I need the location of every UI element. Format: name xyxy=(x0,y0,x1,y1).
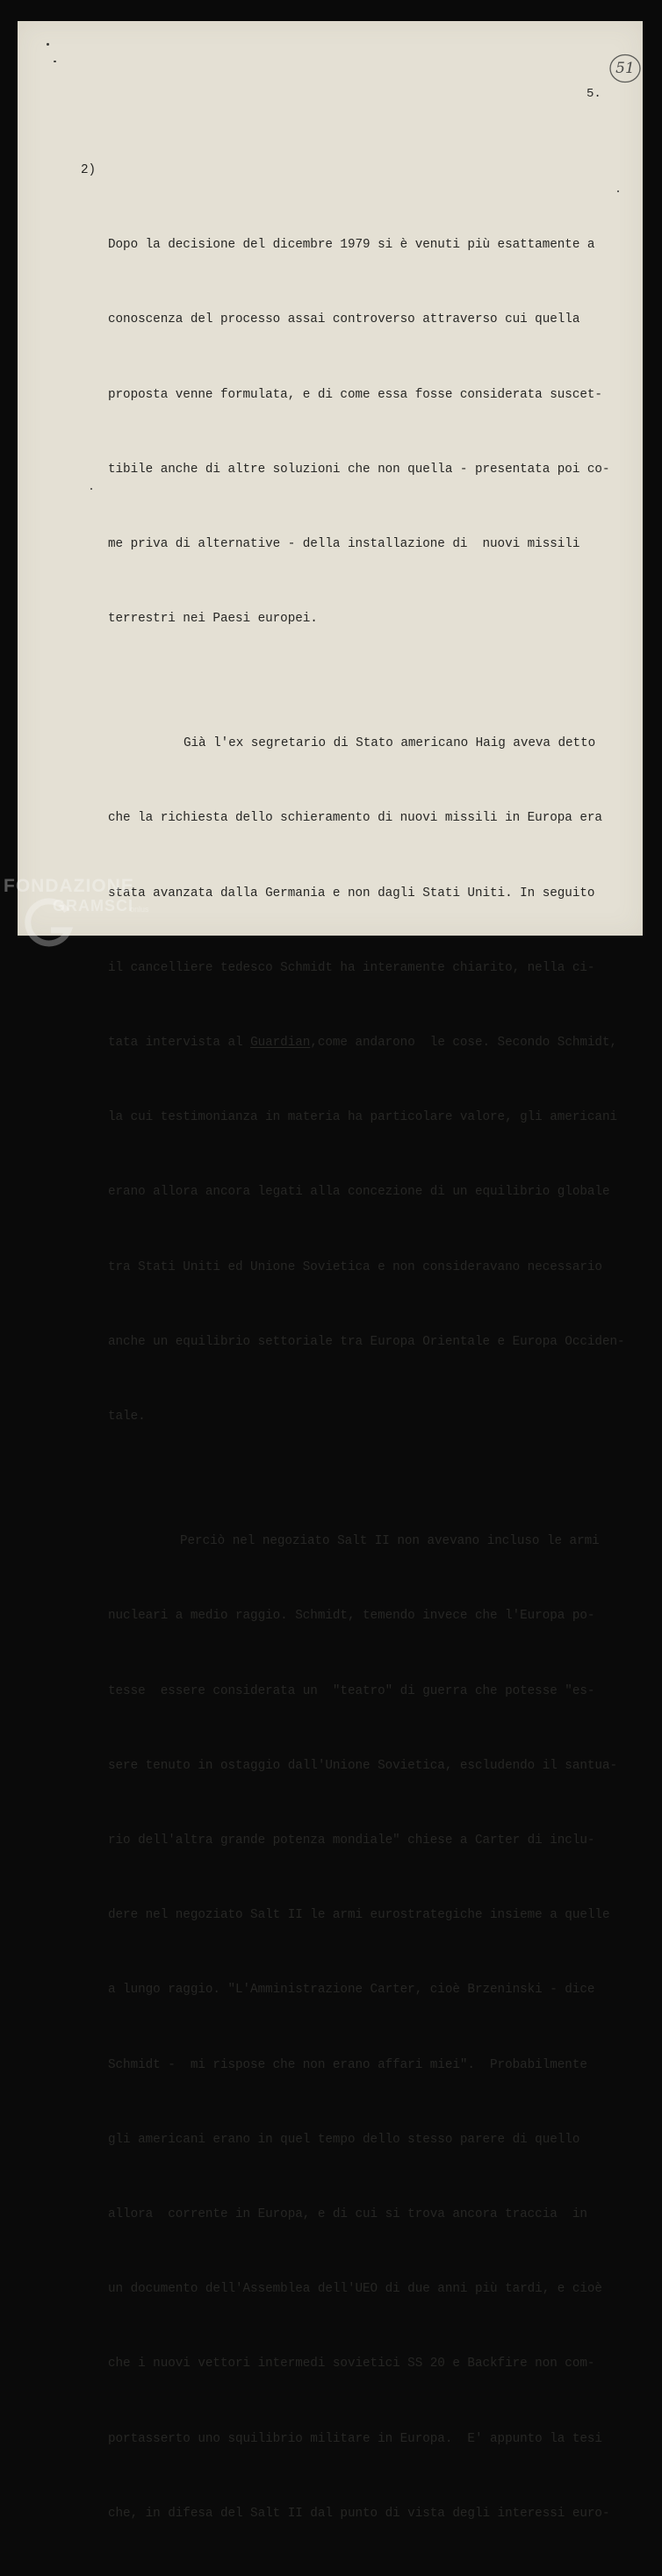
text-line: il cancelliere tedesco Schmidt ha interamente chiarito, nella ci- xyxy=(108,960,595,975)
text-fragment: ,come andarono le cose. Secondo Schmidt, xyxy=(310,1036,618,1051)
text-line: sere tenuto in ostaggio dall'Unione Sovietica, escludendo il santua- xyxy=(108,1758,618,1773)
guardian-citation: Guardian xyxy=(250,1036,311,1051)
text-line: Schmidt - mi rispose che non erano affari miei". Probabilmente xyxy=(108,2057,587,2072)
watermark-line1: FONDAZIONE xyxy=(4,876,134,896)
watermark-line3: onlus xyxy=(130,905,149,914)
text-line-guardian xyxy=(108,1030,625,1055)
page-number: 5. xyxy=(586,87,601,101)
watermark-line2: GRAMSCI xyxy=(53,897,133,915)
text-fragment: tata intervista al xyxy=(108,1036,251,1051)
text-line: che, in difesa del Salt II dal punto di vista degli interessi euro- xyxy=(108,2506,610,2521)
text-line: terrestri nei Paesi europei. xyxy=(108,612,318,627)
text-line: anche un equilibrio settoriale tra Europa Orientale e Europa Occiden- xyxy=(108,1334,625,1349)
text-line: stata avanzata dalla Germania e non dagli Stati Uniti. In seguito xyxy=(108,886,595,901)
text-line: tibile anche di altre soluzioni che non quella - presentata poi co- xyxy=(108,462,610,477)
text-line: che la richiesta dello schieramento di nuovi missili in Europa era xyxy=(108,811,602,826)
typed-text-body xyxy=(108,158,625,2576)
item-marker: 2) xyxy=(81,163,97,177)
archive-folio-number: 51 xyxy=(615,60,635,77)
text-line: proposta venne formulata, e di come essa fosse considerata suscet- xyxy=(108,387,602,402)
text-line: tesse essere considerata un "teatro" di guerra che potesse "es- xyxy=(108,1683,595,1698)
text-line: tra Stati Uniti ed Unione Sovietica e non consideravano necessario xyxy=(108,1259,602,1274)
text-line: erano allora ancora legati alla concezione di un equilibrio globale xyxy=(108,1185,610,1200)
text-line: me priva di alternative - della installazione di nuovi missili xyxy=(108,537,580,552)
text-line: tale. xyxy=(108,1410,146,1424)
archive-folio-stamp xyxy=(608,51,643,86)
text-line: a lungo raggio. "L'Amministrazione Carter, cioè Brzeninski - dice xyxy=(108,1983,595,1998)
text-line: che i nuovi vettori intermedi sovietici SS 20 e Backfire non com- xyxy=(108,2357,595,2371)
text-line: dere nel negoziato Salt II le armi eurostrategiche insieme a quelle xyxy=(108,1908,610,1923)
text-line: nucleari a medio raggio. Schmidt, temendo invece che l'Europa po- xyxy=(108,1609,595,1624)
text-line: allora corrente in Europa, e di cui si trova ancora traccia in xyxy=(108,2206,587,2221)
document-page xyxy=(18,21,643,2521)
text-line: gli americani erano in quel tempo dello stesso parere di quello xyxy=(108,2132,580,2147)
text-line: un documento dell'Assemblea dell'UEO di due anni più tardi, e cioè xyxy=(108,2282,602,2297)
text-line: portasserto uno squilibrio militare in Europa. E' appunto la tesi xyxy=(108,2431,602,2446)
text-line: Dopo la decisione del dicembre 1979 si è venuti più esattamente a xyxy=(108,238,595,253)
text-line: rio dell'altra grande potenza mondiale" chiese a Carter di inclu- xyxy=(108,1833,595,1848)
text-line: la cui testimonianza in materia ha particolare valore, gli americani xyxy=(108,1110,618,1125)
text-line-indented: Già l'ex segretario di Stato americano Haig aveva detto xyxy=(183,736,596,751)
text-line-indented: Perciò nel negoziato Salt II non avevano incluso le armi xyxy=(180,1534,600,1549)
text-line: conoscenza del processo assai controverso attraverso cui quella xyxy=(108,312,580,327)
